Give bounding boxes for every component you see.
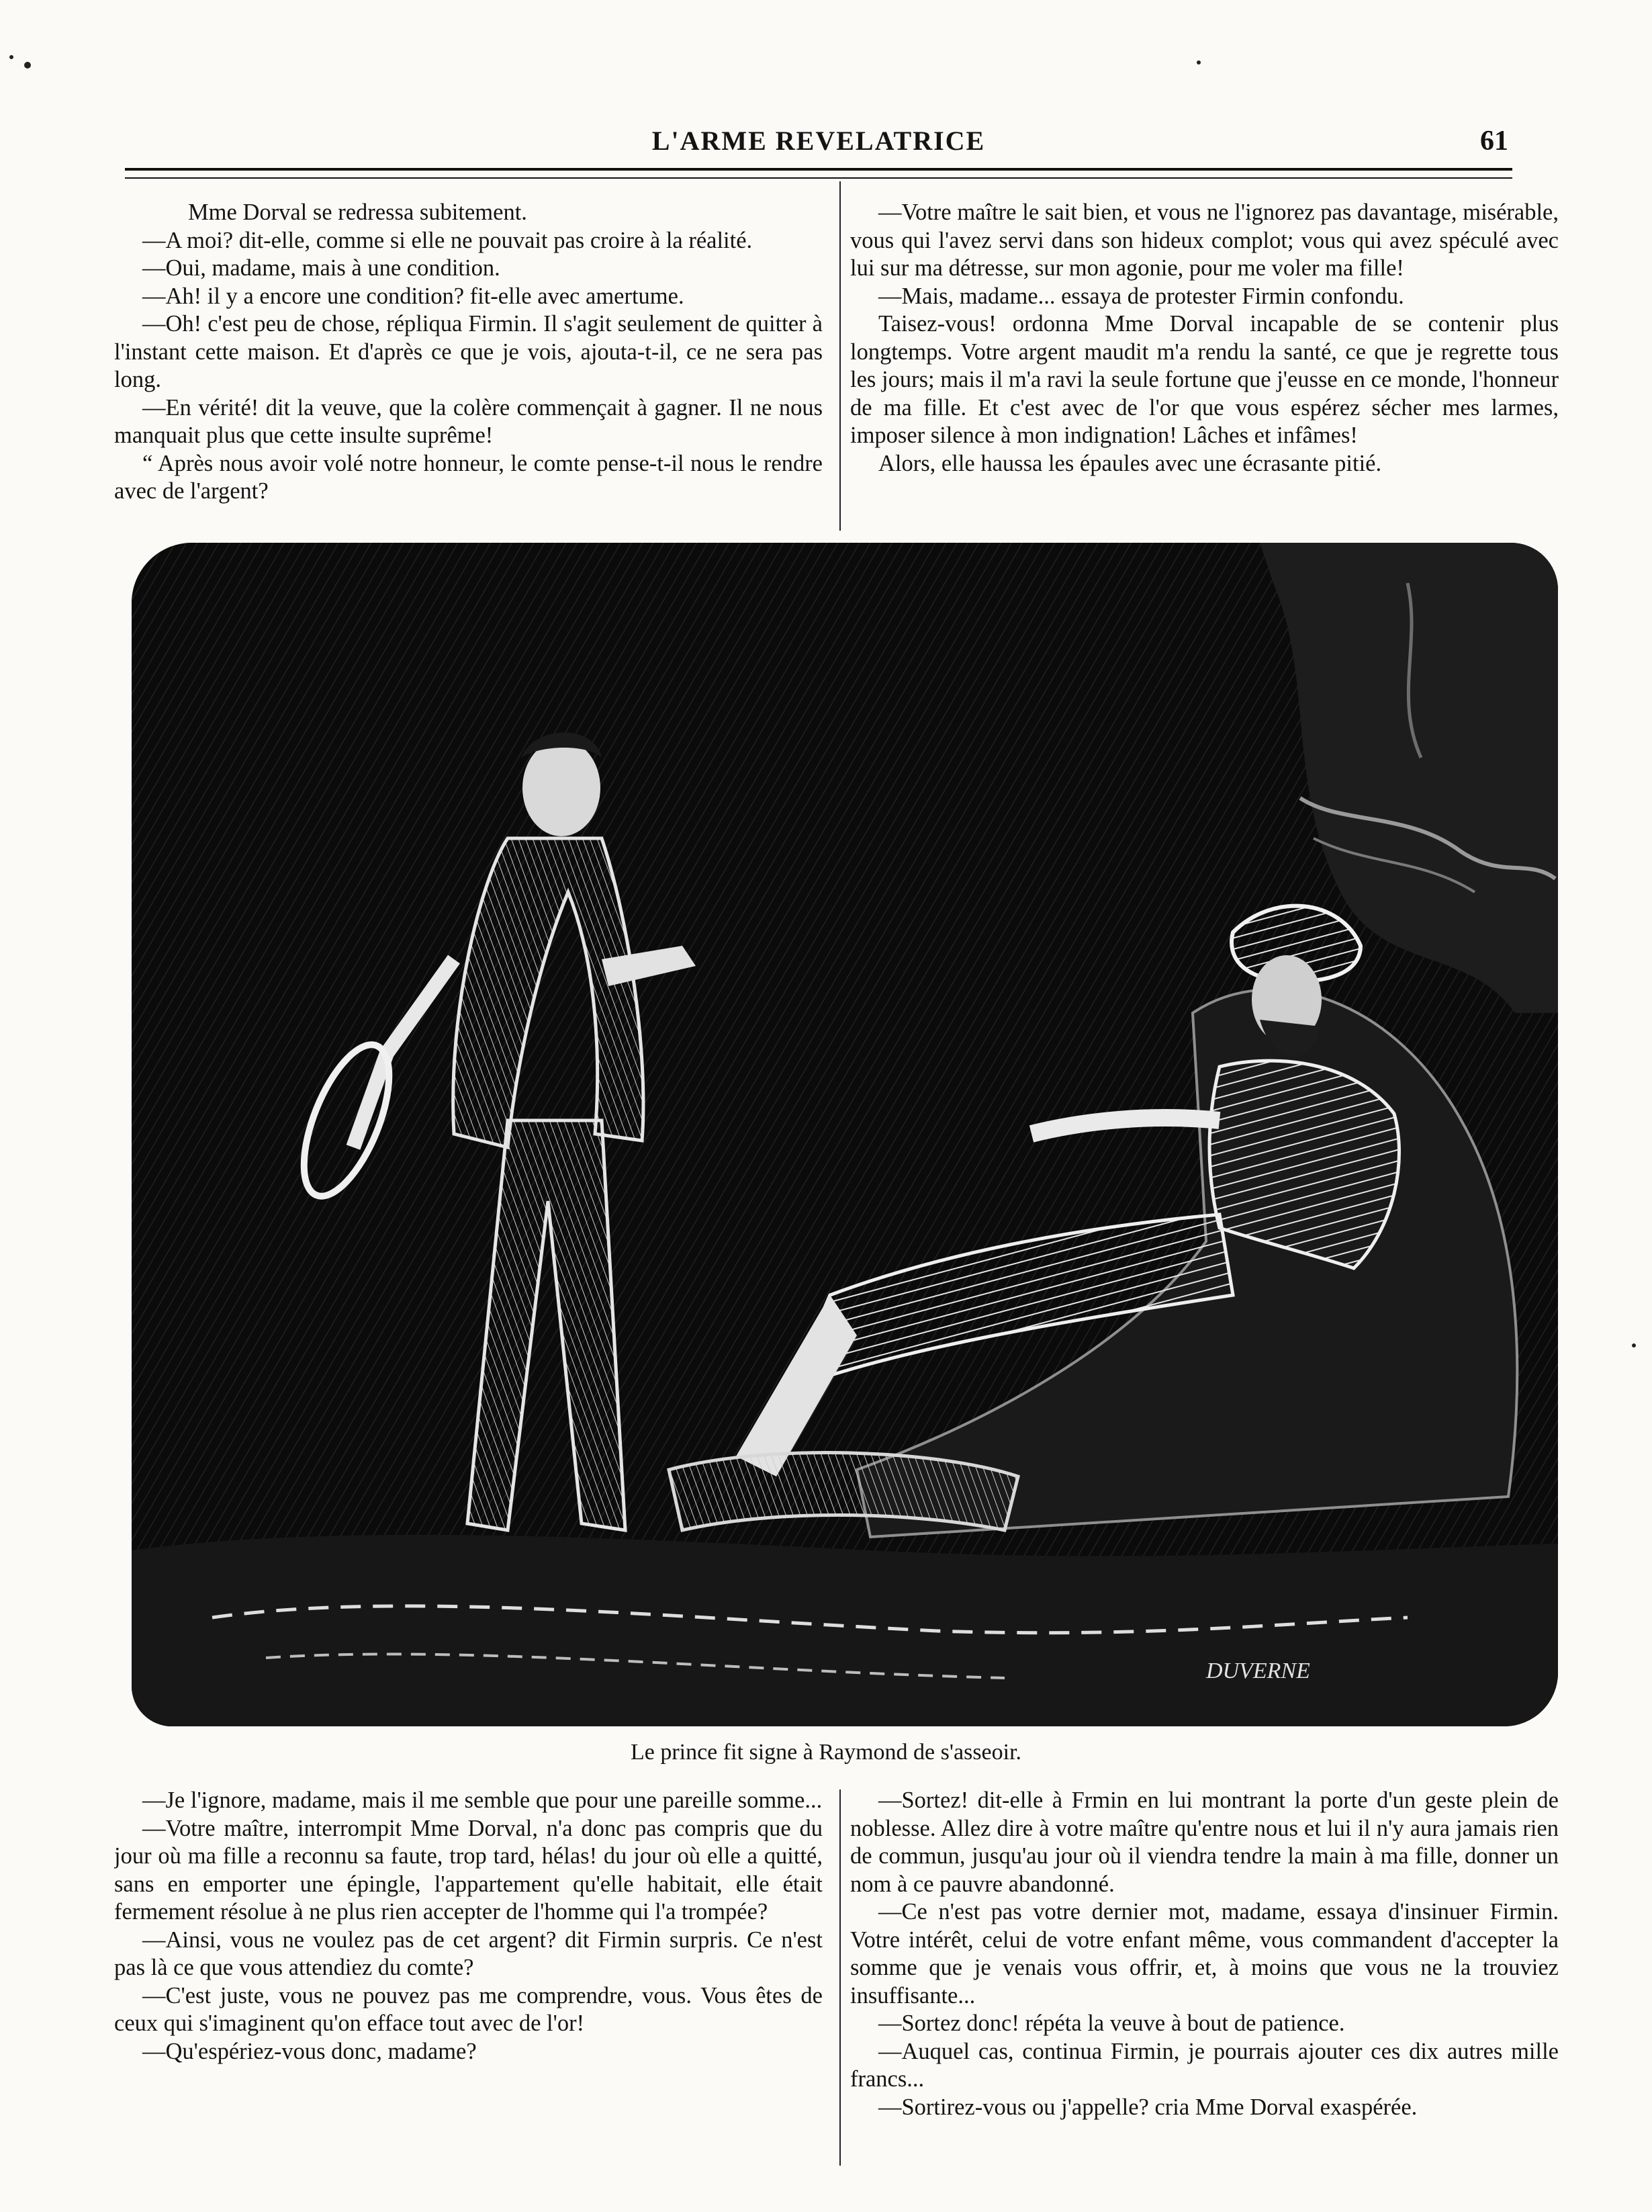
paragraph: —C'est juste, vous ne pouvez pas me comprendre, vous. Vous êtes de ceux qui s'imaginent qu'on efface tout avec de l'or! [114,1982,823,2036]
paragraph: Alors, elle haussa les épaules avec une écrasante pitié. [878,450,1382,476]
top-right-column [850,199,1559,528]
paragraph: —En vérité! dit la veuve, que la colère commençait à gagner. Il ne nous manquait plus que cette insulte suprême! [114,394,823,448]
paragraph: —Sortirez-vous ou j'appelle? cria Mme Dorval exaspérée. [878,2094,1418,2120]
paragraph: —Auquel cas, continua Firmin, je pourrais ajouter ces dix autres mille francs... [850,2038,1559,2092]
page-number: 61 [1480,126,1508,157]
paragraph: —A moi? dit-elle, comme si elle ne pouvait pas croire à la réalité. [142,227,753,253]
column-rule [839,1789,841,2166]
engraving-illustration [132,543,1558,1726]
running-title: L'ARME REVELATRICE [651,126,986,156]
paragraph: Mme Dorval se redressa subitement. [188,200,527,225]
paragraph: —Oui, madame, mais à une condition. [142,255,500,281]
print-speck [24,62,31,69]
paragraph: —Ah! il y a encore une condition? fit-elle avec amertume. [142,283,684,309]
paragraph: —Oh! c'est peu de chose, répliqua Firmin. Il s'agit seulement de quitter à l'instant cette maison. Et d'après ce que je vois, ajouta-t-il, ce ne sera pas long. [114,311,823,392]
bottom-left-column [114,1787,823,2163]
paragraph: —Votre maître, interrompit Mme Dorval, n'a donc pas compris que du jour où ma fille a reconnu sa faute, trop tard, hélas! du jour où elle a quitté, sans en emporter une épingle, l'appartement qu'elle habitait, elle était fermement résolue à ne plus rien accepter de l'homme qui l'a trompée? [114,1815,823,1925]
header-rule [125,168,1512,179]
page-header [125,125,1512,165]
paragraph: —Ainsi, vous ne voulez pas de cet argent? dit Firmin surpris. Ce n'est pas là ce que vous attendiez du comte? [114,1927,823,1980]
paragraph: “ Après nous avoir volé notre honneur, le comte pense-t-il nous le rendre avec de l'argent? [114,450,823,504]
paragraph: —Mais, madame... essaya de protester Firmin confondu. [878,283,1404,309]
paragraph: —Sortez! dit-elle à Frmin en lui montrant la porte d'un geste plein de noblesse. Allez dire à votre maître qu'entre nous et lui il n'y aura jamais rien de commun, jusqu'au jour où il viendra tendre la main à ma fille, donner un nom à ce pauvre abandonné. [850,1787,1559,1897]
paragraph: —Qu'espériez-vous donc, madame? [142,2038,477,2064]
top-left-column [114,199,823,528]
paragraph: —Je l'ignore, madame, mais il me semble que pour une pareille somme... [142,1787,823,1813]
print-speck [1632,1343,1636,1347]
artist-signature: DUVERNE [1206,1658,1310,1683]
paragraph: Taisez-vous! ordonna Mme Dorval incapable de se contenir plus longtemps. Votre argent maudit m'a rendu la santé, ce que je regrette tous les jours; mais il m'a ravi la seule fortune que j'eusse en ce monde, l'honneur de ma fille. Et c'est avec de l'or que vous espérez sécher mes larmes, imposer silence à mon indignation! Lâches et infâmes! [850,311,1559,448]
paragraph: —Votre maître le sait bien, et vous ne l'ignorez pas davantage, misérable, vous qui l'avez servi dans son hideux complot; vous qui avez spéculé avec lui sur ma détresse, sur mon agonie, pour me voler ma fille! [850,200,1559,281]
bottom-right-column [850,1787,1559,2163]
print-speck [9,55,13,59]
engraving-scene [132,543,1558,1726]
print-speck [1197,60,1201,64]
illustration-caption: Le prince fit signe à Raymond de s'asseoir. [630,1740,1022,1765]
column-rule [839,181,841,531]
paragraph: —Ce n'est pas votre dernier mot, madame, essaya d'insinuer Firmin. Votre intérêt, celui de votre enfant même, vous commandent d'accepter la somme que je venais vous offrir, et, à moins que vous ne la trouviez insuffisante... [850,1899,1559,2008]
paragraph: —Sortez donc! répéta la veuve à bout de patience. [878,2010,1345,2036]
